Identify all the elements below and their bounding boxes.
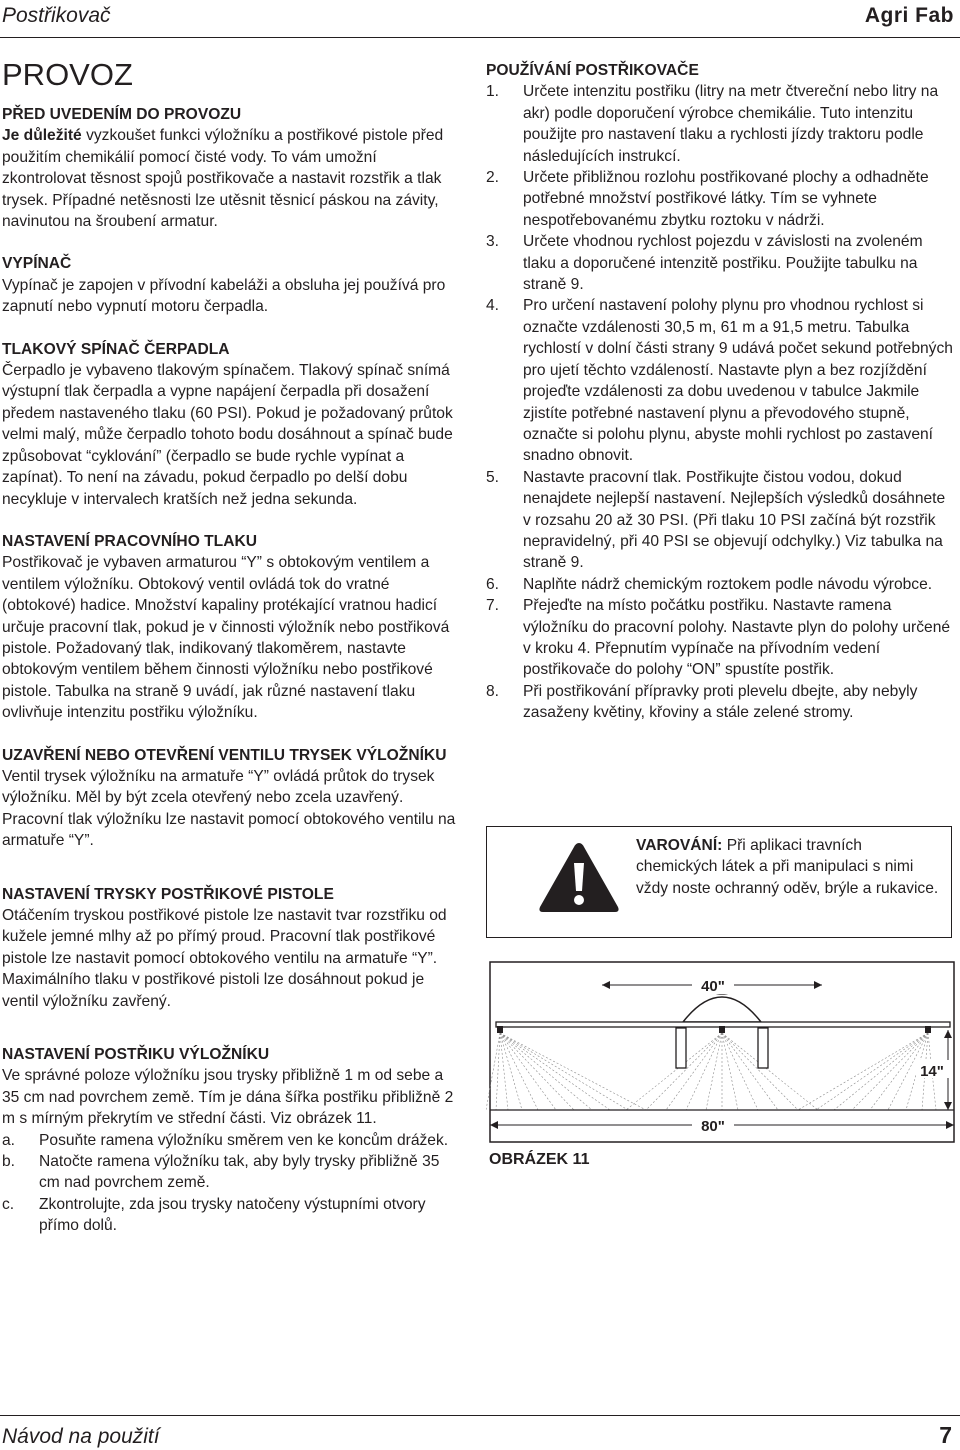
list-item: 8. Při postřikování přípravky proti plevelu dbejte, aby nebyly zasaženy květiny, křoviny a stále zelené stromy. xyxy=(486,682,918,722)
boom-setting-list xyxy=(2,1130,462,1237)
dimension-label-height: 14" xyxy=(920,1063,944,1080)
section-heading-working-pressure: NASTAVENÍ PRACOVNÍHO TLAKU xyxy=(2,532,257,550)
boom-spray-illustration xyxy=(486,960,958,1145)
dimension-label-top: 40" xyxy=(701,978,725,995)
section-body-boom-valve: Ventil trysek výložníku na armatuře “Y” ovládá průtok do trysek výložníku. Měl by být zcela otevřený nebo zcela uzavřený. Pracovní tlak výložníku lze nastavit pomocí obtokového ventilu na armatuře “Y”. xyxy=(2,767,456,850)
usage-steps-list xyxy=(486,81,954,723)
list-item: 1. Určete intenzitu postřiku (litry na metr čtvereční nebo litry na akr) podle doporučení výrobce chemikálie. Tuto intenzitu použijte pro nastavení tlaku a rychlosti jízdy traktoru podle následujících instrukcí. xyxy=(486,83,939,165)
list-item: 4. Pro určení nastavení polohy plynu pro vhodnou rychlost si označte vzdálenosti 30,5 m, 61 m a 91,5 metru. Tabulka rychlostí v dolní části strany 9 udává počet sekund potřebných pro ujetí těchto vzdáleností. Nastavte plyn a bez rozjíždění projeďte vzdálenosti za dobu uvedenou v tabulce Jakmile zjistíte potřebné nastavení plynu a převodového stupně, označte si polohu plynu, abyste mohli rychlost po zastavení snadno obnovit. xyxy=(486,297,953,465)
section-body-working-pressure: Postřikovač je vybaven armaturou “Y” s obtokovým ventilem a ventilem výložníku. Obtokový ventil ovládá tok do vratné (obtokové) hadice. Množství kapaliny protékající vratnou hadicí určuje pracovní tlak, pokud je v činnosti výložník nebo postřiková pistole. Požadovaný tlak, indikovaný tlakoměrem, nastavte obtokovým ventilem během činnosti výložníku nebo postřikové pistole. Tabulka na straně 9 uvádí, jak různé nastavení tlaku ovlivňuje intenzitu postřiku výložníku. xyxy=(2,554,450,722)
header-divider xyxy=(0,37,960,38)
page-title: PROVOZ xyxy=(2,57,133,92)
section-heading-boom-setting: NASTAVENÍ POSTŘIKU VÝLOŽNÍKU xyxy=(2,1046,270,1064)
section-heading-using-sprayer: POUŽÍVÁNÍ POSTŘIKOVAČE xyxy=(486,62,699,79)
footer-title: Návod na použití xyxy=(2,1425,160,1448)
warning-body: Při aplikaci travních chemických látek a při manipulaci s nimi vždy noste ochranný oděv, brýle a rukavice. xyxy=(636,837,939,897)
section-body-before-use xyxy=(2,125,462,232)
footer-divider xyxy=(0,1415,960,1416)
section-body-spray-gun: Otáčením tryskou postřikové pistole lze nastavit tvar rozstřiku od kužele jemné mlhy až po přímý proud. Pracovní tlak postřikové pistole lze nastavit pomocí obtokového ventilu na armatuře “Y”. Maximálního tlaku v postřikové pistoli lze dosáhnout pokud je ventil výložníku zavřený. xyxy=(2,907,447,1010)
list-item: c. Zkontrolujte, zda jsou trysky natočeny výstupními otvory přímo dolů. xyxy=(2,1195,426,1235)
dimension-label-bottom: 80" xyxy=(701,1118,725,1135)
section-heading-boom-valve: UZAVŘENÍ NEBO OTEVŘENÍ VENTILU TRYSEK VÝLOŽNÍKU xyxy=(2,746,447,764)
figure-caption: OBRÁZEK 11 xyxy=(489,1151,590,1168)
page-number: 7 xyxy=(939,1422,952,1448)
warning-triangle-icon xyxy=(537,839,621,915)
brand-name: Agri Fab xyxy=(864,4,954,27)
section-body-boom-setting: Ve správné poloze výložníku jsou trysky přibližně 1 m od sebe a 35 cm nad povrchem země. Tím je dána šířka postřiku přibližně 2 m s mírným překrytím ve střední části. Viz obrázek 11. xyxy=(2,1067,454,1128)
section-heading-before-use: PŘED UVEDENÍM DO PROVOZU xyxy=(2,106,242,123)
list-item: 7. Přejeďte na místo počátku postřiku. Nastavte ramena výložníku do pracovní polohy. Nastavte plyn do polohy určené v kroku 4. Přepnutím vypínače na přívodním vedení postřikovače do polohy “ON” spustíte postřik. xyxy=(486,597,951,679)
warning-text xyxy=(636,835,942,899)
emphasis-important: Je důležité xyxy=(2,127,82,145)
right-column xyxy=(486,60,954,724)
section-heading-switch: VYPÍNAČ xyxy=(2,255,72,273)
list-item: 5. Nastavte pracovní tlak. Postřikujte čistou vodou, dokud nenajdete nejlepší nastavení. Nejlepších výsledků dosáhnete v rozsahu 20 až 30 PSI. (Při tlaku 10 PSI začíná být rozstřik nepravidelný, při 40 PSI se objevují odchylky.) Viz tabulka na straně 9. xyxy=(486,468,946,572)
warning-label: VAROVÁNÍ: xyxy=(636,837,723,854)
list-item: a. Posuňte ramena výložníku směrem ven ke koncům drážek. xyxy=(2,1131,449,1149)
list-item: 3. Určete vhodnou rychlost pojezdu v závislosti na zvoleném tlaku a doporučené intenzitě postřiku. Použijte tabulku na straně 9. xyxy=(486,233,923,294)
before-use-text: vyzkoušet funkci výložníku a postřikové pistole před použitím chemikálií pomocí čisté vody. To vám umožní zkontrolovat těsnost spojů postřikovače a nastavit rozstřik a tlak trysek. Případné netěsnosti lze utěsnit těsnicí páskou na závity, navinutou na šroubení armatur. xyxy=(2,127,444,231)
list-item: 2. Určete přibližnou rozlohu postřikované plochy a odhadněte potřebné množství postřikové látky. Tím se vyhnete nespotřebovanému zbytku roztoku v nádrži. xyxy=(486,169,929,229)
list-item: b. Natočte ramena výložníku tak, aby byly trysky přibližně 35 cm nad povrchem země. xyxy=(2,1153,440,1192)
left-column xyxy=(2,54,462,1237)
section-body-pressure-switch: Čerpadlo je vybaveno tlakovým spínačem. Tlakový spínač snímá výstupní tlak čerpadla a vypne napájení čerpadla při dosažení předem nastaveného tlaku (60 PSI). Pokud je požadovaný průtok velmi malý, může čerpadlo tohoto bodu dosáhnout a spínač bude způsobovat “cyklování” (čerpadlo se bude rychle vypínat a zapínat). To není na závadu, pokud čerpadlo po delší dobu necykluje v intervalech kratších než jedna sekunda. xyxy=(2,362,453,508)
figure-11-boom-spray-diagram xyxy=(486,960,958,1145)
running-header-title: Postřikovač xyxy=(2,4,111,27)
warning-box xyxy=(486,826,952,938)
section-heading-pressure-switch: TLAKOVÝ SPÍNAČ ČERPADLA xyxy=(2,340,230,358)
section-body-switch: Vypínač je zapojen v přívodní kabeláži a obsluha jej používá pro zapnutí nebo vypnutí motoru čerpadla. xyxy=(2,276,446,316)
section-heading-spray-gun: NASTAVENÍ TRYSKY POSTŘIKOVÉ PISTOLE xyxy=(2,885,334,903)
list-item: 6. Naplňte nádrž chemickým roztokem podle návodu výrobce. xyxy=(486,575,933,593)
